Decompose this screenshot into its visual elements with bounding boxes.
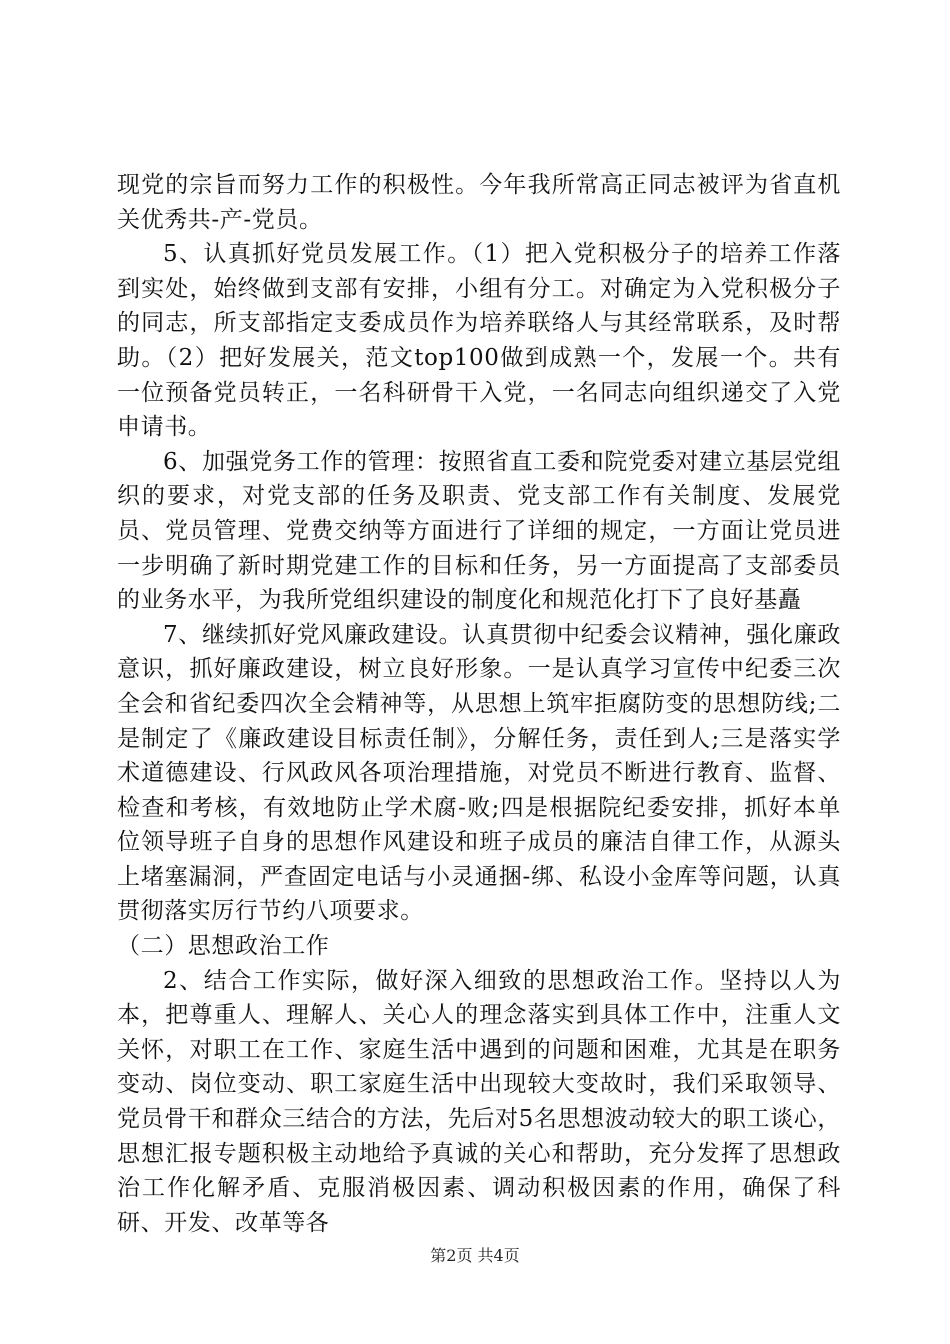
document-body: [117, 168, 841, 1240]
paragraph-party-affairs-management: 6、加强党务工作的管理：按照省直工委和院党委对建立基层党组织的要求，对党支部的任务及职责、党支部工作有关制度、发展党员、党员管理、党费交纳等方面进行了详细的规定，一方面让党员进一步明确了新时期党建工作的目标和任务，另一方面提高了支部委员的业务水平，为我所党组织建设的制度化和规范化打下了良好基矗: [117, 448, 841, 614]
page-footer: 第2页 共4页: [430, 1246, 520, 1265]
paragraph-anti-corruption: 7、继续抓好党风廉政建设。认真贯彻中纪委会议精神，强化廉政意识，抓好廉政建设，树立良好形象。一是认真学习宣传中纪委三次全会和省纪委四次全会精神等，从思想上筑牢拒腐防变的思想防线;二是制定了《廉政建设目标责任制》，分解任务，责任到人;三是落实学术道德建设、行风政风各项治理措施，对党员不断进行教育、监督、检查和考核，有效地防止学术腐-败;四是根据院纪委安排，抓好本单位领导班子自身的思想作风建设和班子成员的廉洁自律工作，从源头上堵塞漏洞，严查固定电话与小灵通捆-绑、私设小金库等问题，认真贯彻落实厉行节约八项要求。: [117, 621, 841, 925]
paragraph-ideological-work: 2、结合工作实际，做好深入细致的思想政治工作。坚持以人为本，把尊重人、理解人、关心人的理念落实到具体工作中，注重人文关怀，对职工在工作、家庭生活中遇到的问题和困难，尤其是在职务变动、岗位变动、职工家庭生活中出现较大变故时，我们采取领导、党员骨干和群众三结合的方法，先后对5名思想波动较大的职工谈心，思想汇报专题积极主动地给予真诚的关心和帮助，充分发挥了思想政治工作化解矛盾、克服消极因素、调动积极因素的作用，确保了科研、开发、改革等各: [117, 967, 841, 1236]
paragraph-party-member-development: 5、认真抓好党员发展工作。（1）把入党积极分子的培养工作落到实处，始终做到支部有安排，小组有分工。对确定为入党积极分子的同志，所支部指定支委成员作为培养联络人与其经常联系，及时帮助。（2）把好发展关，范文top100做到成熟一个，发展一个。共有一位预备党员转正，一名科研骨干入党，一名同志向组织递交了入党申请书。: [117, 241, 841, 441]
paragraph-continuation: 现党的宗旨而努力工作的积极性。今年我所常高正同志被评为省直机关优秀共-产-党员。: [117, 172, 841, 233]
section-heading-ideological-work: （二）思想政治工作: [117, 933, 330, 960]
